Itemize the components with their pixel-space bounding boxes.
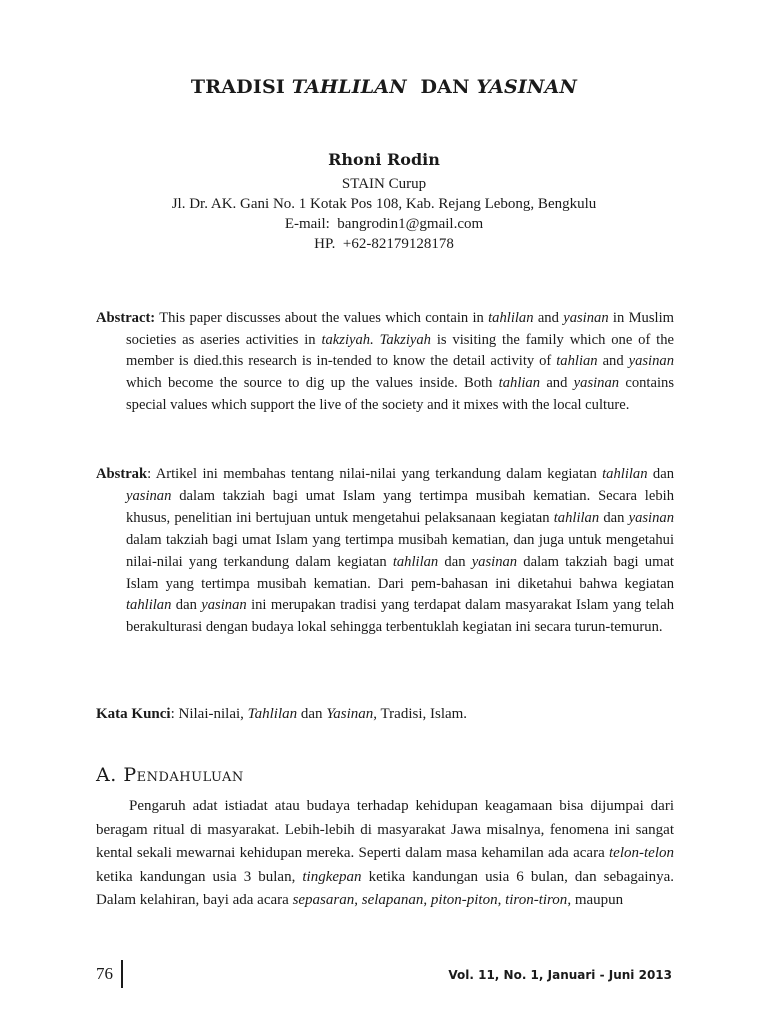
abstrak-term: yasinan	[201, 597, 247, 614]
keywords	[96, 706, 674, 723]
abstract-text: is visiting the family which one of the member is died.this research is in-tended to know the detail activity of	[126, 331, 674, 370]
body-paragraph	[96, 795, 674, 913]
abstrak-text: dan	[647, 466, 674, 482]
abstrak-term: yasinan	[471, 553, 518, 570]
abstrak-text: dalam takziah bagi umat Islam yang tertimpa musibah kematian. Secara lebih khusus, penelitian ini bertujuan untuk mengetahui pelaksanaan kegiatan	[126, 487, 674, 526]
abstrak-text: dan	[599, 509, 629, 526]
abstrak-text: ini merupakan tradisi yang terdapat dalam masyarakat Islam yang telah berakulturasi dengan budaya lokal sehingga terbentuklah kegiatan ini secara turun-temurun.	[126, 597, 674, 636]
abstrak-term: yasinan	[126, 487, 172, 504]
abstrak-text: dalam takziah bagi umat Islam yang tertimpa musibah kematian. Dari pem-bahasan ini diketahui bahwa kegiatan	[126, 553, 674, 592]
article-title	[0, 76, 768, 98]
abstract-term: takziyah. Takziyah	[321, 331, 431, 348]
abstract-term: tahlilan	[488, 310, 534, 326]
abstract-text: This paper discusses about the values which contain in	[155, 310, 489, 326]
body-term: piton-piton	[430, 892, 498, 908]
body-term: tingkepan	[302, 868, 362, 885]
body-term: sepasaran	[292, 892, 355, 908]
author-name: Rhoni Rodin	[328, 150, 440, 169]
footer-divider	[121, 960, 123, 988]
body-text: , maupun	[567, 892, 624, 908]
section-heading	[96, 764, 244, 786]
body-text: ketika kandungan usia 3 bulan,	[96, 868, 303, 885]
abstrak-term: tahlilan	[392, 553, 439, 570]
abstract-english	[96, 308, 674, 417]
author-phone: HP. +62-82179128178	[314, 236, 454, 252]
abstract-term: yasinan	[628, 353, 674, 370]
body-text: ,	[423, 892, 431, 908]
abstract-indonesian	[96, 464, 674, 639]
body-text: ,	[354, 892, 362, 908]
abstract-text: and	[597, 353, 629, 370]
abstract-text: in Muslim societies as aseries activities in	[126, 310, 674, 348]
abstract-term: tahlian	[556, 353, 598, 370]
keywords-term: Yasinan	[326, 706, 374, 722]
body-text: ketika kandungan usia 6 bulan, dan sebagainya. Dalam kelahiran, bayi ada acara	[96, 868, 674, 908]
abstrak-term: yasinan	[628, 509, 674, 526]
abstrak-text: : Artikel ini membahas tentang nilai-nilai yang terkandung dalam kegiatan	[147, 466, 603, 482]
abstract-term: tahlian	[498, 375, 541, 392]
body-text: Pengaruh adat istiadat atau budaya terhadap kehidupan keagamaan bisa dijumpai dari beragam ritual di masyarakat. Lebih-lebih di masyarakat Jawa misalnya, fenomena ini sangat kental sekali mewarnai kehidupan mereka. Seperti dalam masa kehamilan ada acara	[96, 798, 674, 861]
abstract-term: yasinan	[573, 375, 620, 392]
keywords-text: dan	[297, 706, 327, 722]
title-text-dan: DAN	[406, 76, 477, 98]
abstrak-text: dalam takziah bagi umat Islam yang tertimpa musibah kematian, dan juga untuk mengetahui nilai-nilai yang terkandung dalam kegiatan	[126, 531, 674, 570]
keywords-term: Tahlilan	[247, 706, 298, 722]
section-letter: A.	[96, 764, 117, 786]
author-email: E-mail: bangrodin1@gmail.com	[284, 216, 484, 232]
page-number: 76	[96, 964, 113, 983]
abstract-text: contains special values which support the live of the society and it mixes with the local culture.	[126, 375, 674, 413]
abstract-text: and	[540, 375, 574, 392]
section-title: Pendahuluan	[123, 764, 244, 786]
abstract-text: which become the source to dig up the values inside. Both	[126, 375, 499, 392]
body-text: ,	[497, 892, 506, 908]
title-italic-yasinan: YASINAN	[476, 76, 578, 98]
abstrak-text: dan	[438, 553, 472, 570]
keywords-label: Kata Kunci	[96, 706, 171, 722]
abstrak-text: dan	[171, 597, 202, 614]
abstrak-term: tahlilan	[553, 509, 600, 526]
keywords-text: , Tradisi, Islam.	[373, 706, 468, 722]
journal-volume: Vol. 11, No. 1, Januari - Juni 2013	[448, 968, 672, 982]
body-term: telon-telon	[609, 845, 674, 861]
author-address: Jl. Dr. AK. Gani No. 1 Kotak Pos 108, Kab. Rejang Lebong, Bengkulu	[171, 196, 597, 212]
abstract-label: Abstract:	[96, 310, 156, 326]
abstract-term: yasinan	[563, 310, 609, 326]
abstrak-term: tahlilan	[602, 466, 648, 482]
keywords-text: : Nilai-nilai,	[170, 706, 248, 722]
body-term: tiron-tiron	[505, 892, 568, 908]
abstract-text: and	[533, 310, 564, 326]
body-term: selapanan	[361, 892, 424, 908]
title-text: TRADISI	[190, 76, 292, 98]
abstrak-term: tahlilan	[126, 597, 172, 614]
title-italic-tahlilan: TAHLILAN	[291, 76, 407, 98]
abstrak-label: Abstrak	[96, 466, 148, 482]
author-block	[0, 150, 768, 254]
author-institution: STAIN Curup	[341, 176, 427, 192]
